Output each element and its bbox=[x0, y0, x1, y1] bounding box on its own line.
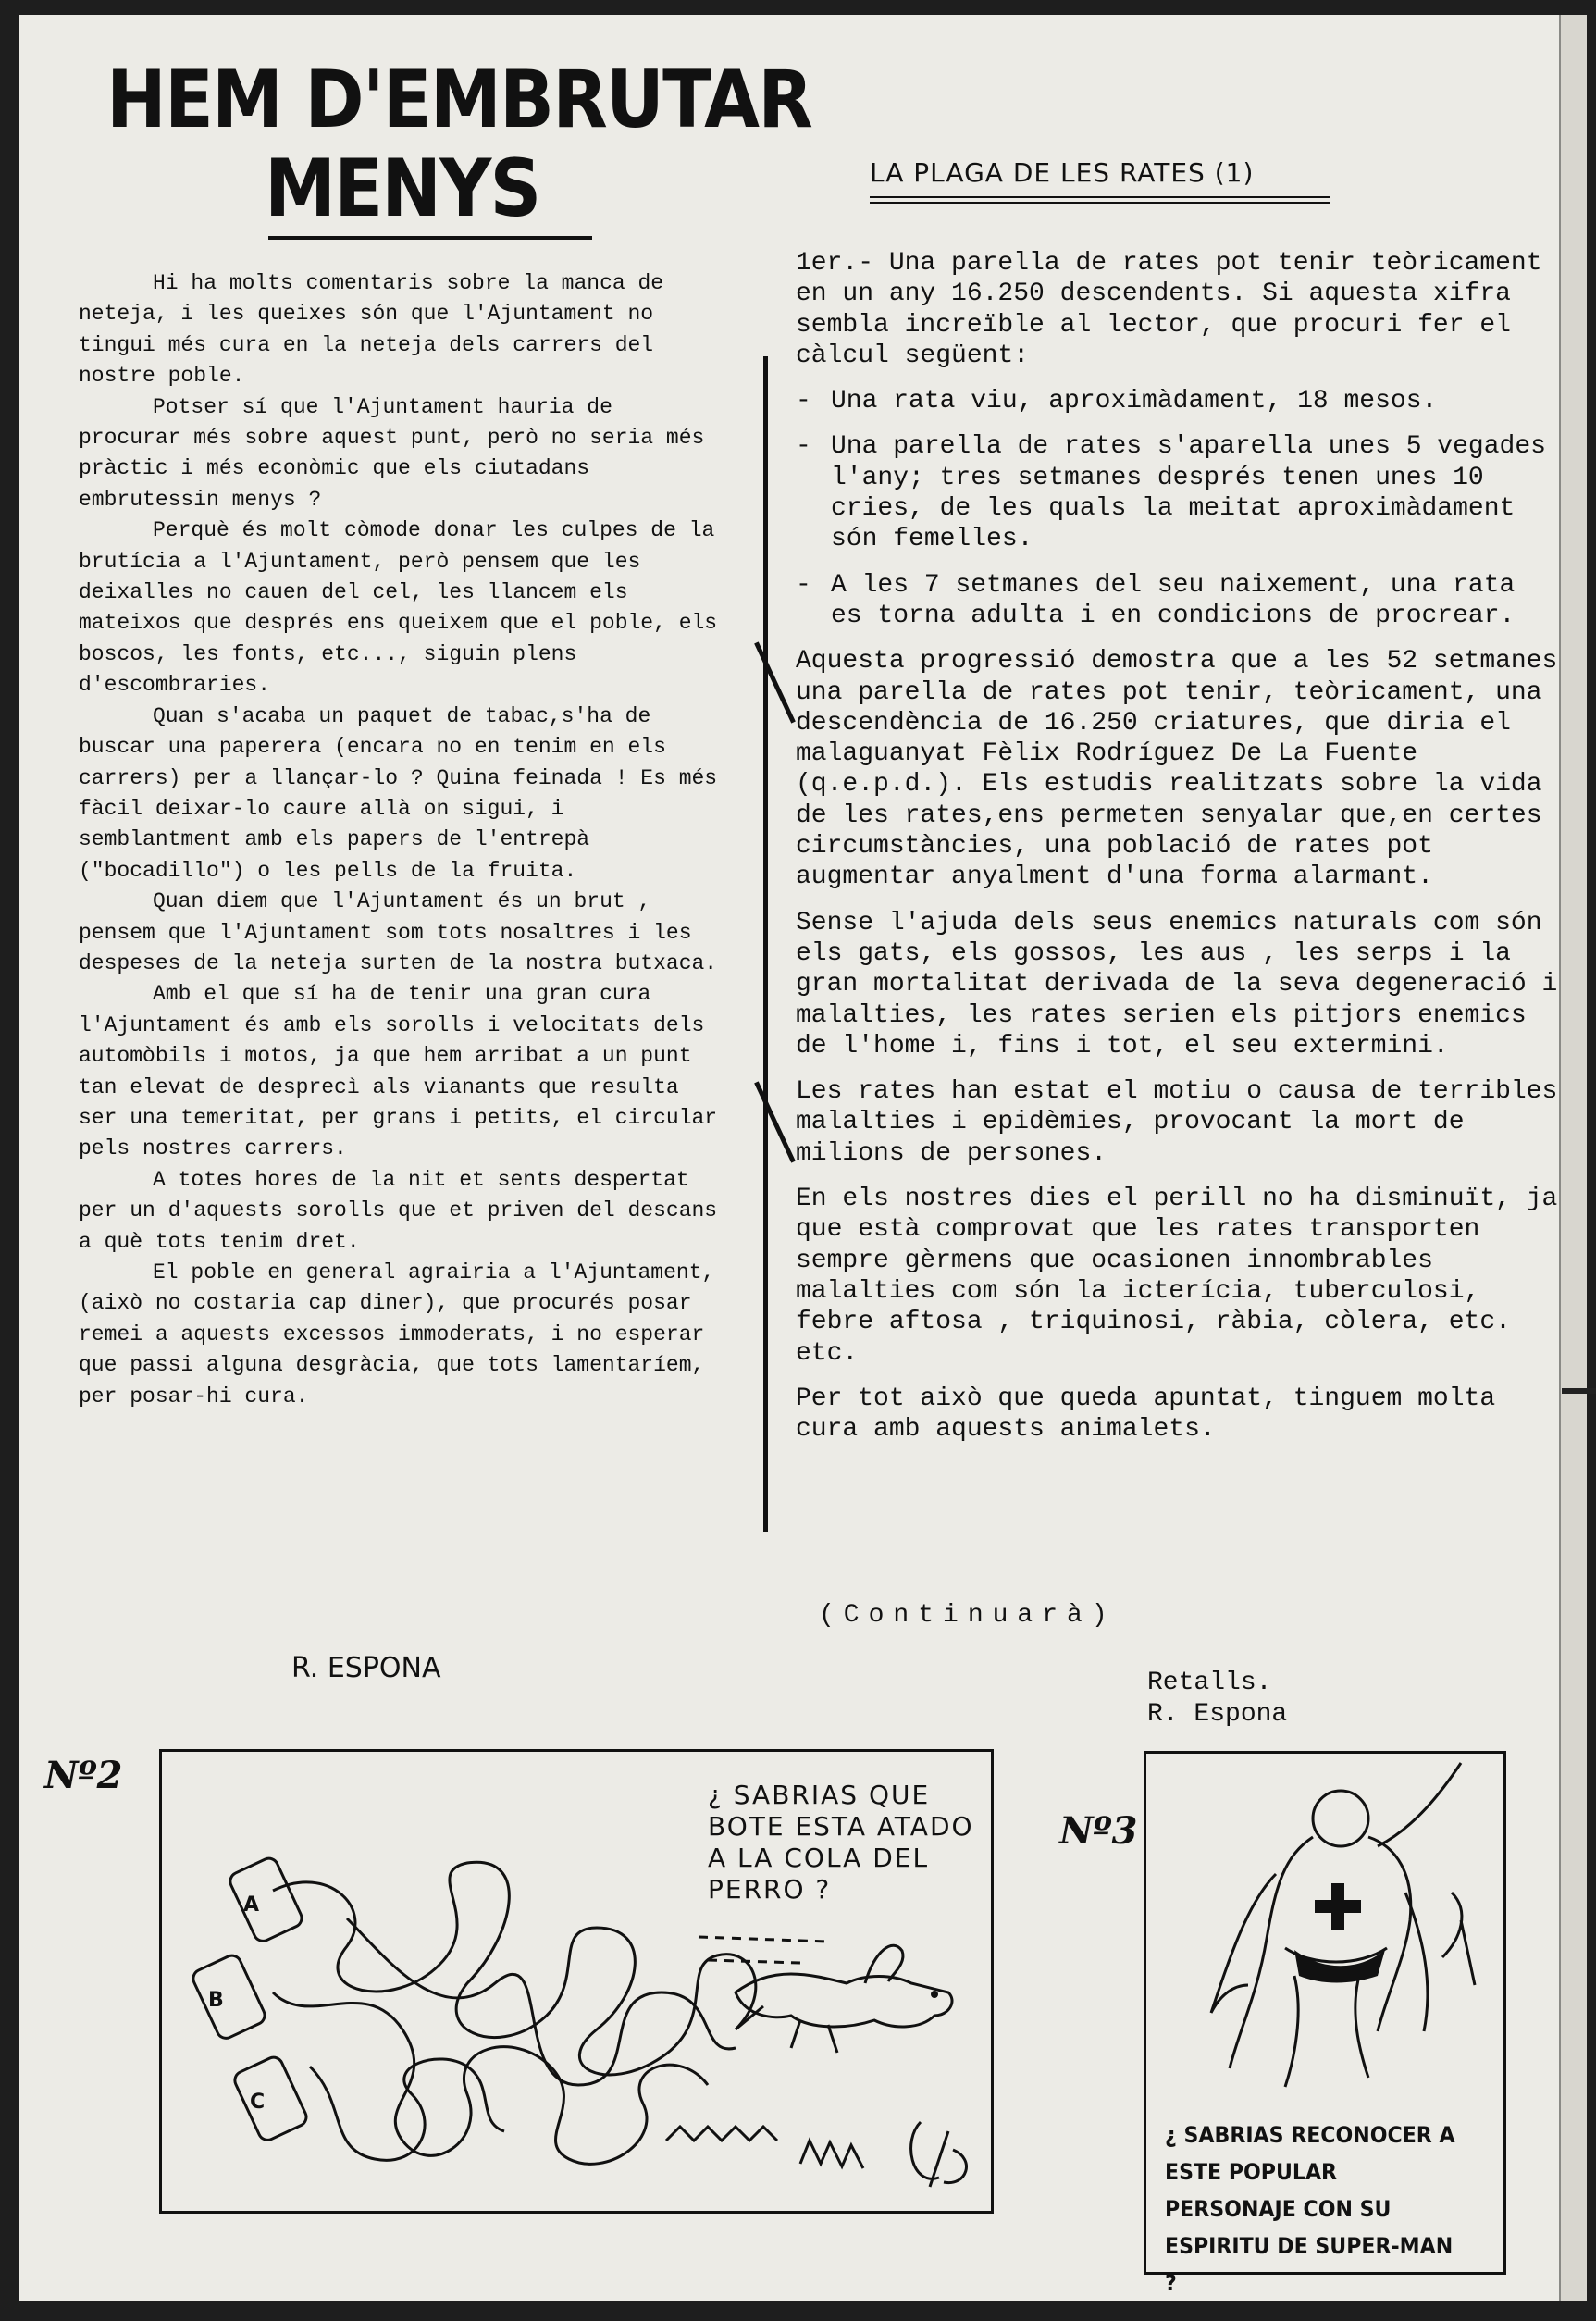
title-rule bbox=[870, 196, 1330, 198]
right-paragraph: Sense l'ajuda dels seus enemics naturals com són els gats, els gossos, les aus , les serps i la gran mortalitat derivada de la seva degeneració i malalties, les rates serien els pitjors enemics de l'home i, fins i tot, el seu extermini. bbox=[796, 908, 1558, 1061]
right-paragraph: Les rates han estat el motiu o causa de terribles malalties i epidèmies, provocant la mort de milions de persones. bbox=[796, 1077, 1558, 1168]
cartoon-3-caption: ¿ SABRIAS RECONOCER A ESTE POPULAR PERSONAJE CON SU ESPIRITU DE SUPER-MAN ? bbox=[1165, 2122, 1455, 2296]
column-divider bbox=[763, 356, 768, 1532]
right-article-body bbox=[796, 248, 1559, 1459]
edge-mark bbox=[1562, 1388, 1596, 1394]
left-paragraph: A totes hores de la nit et sents despertat per un d'aquests sorolls que et priven del descans a què tots tenim dret. bbox=[79, 1167, 718, 1254]
right-paragraph: Aquesta progressió demostra que a les 52 setmanes una parella de rates pot tenir, teòricament, una descendència de 16.250 criatures, que diria el malaguanyat Fèlix Rodríguez De La Fuente (q.e.p.d.). Els estudis realitzats sobre la vida de les rates,ens permeten senyalar que,en certes circumstàncies, una població de rates pot augmentar anyalment d'una forma alarmant. bbox=[796, 647, 1558, 892]
left-article-signature: R. ESPONA bbox=[291, 1652, 441, 1684]
superhero-drawing bbox=[1146, 1754, 1503, 2115]
right-paragraph: Per tot això que queda apuntat, tinguem molta cura amb aquests animalets. bbox=[796, 1384, 1496, 1445]
can-c-label: C bbox=[250, 2091, 266, 2114]
next-page-edge bbox=[1559, 15, 1587, 2301]
list-item: - Una rata viu, aproximàdament, 18 mesos. bbox=[796, 387, 1438, 416]
can-a-label: A bbox=[243, 1893, 260, 1917]
left-article-body bbox=[79, 268, 726, 1412]
right-intro: 1er.- Una parella de rates pot tenir teòricament en un any 16.250 descendents. Si aquesta xifra sembla increïble al lector, que procuri fer el càlcul següent: bbox=[796, 249, 1542, 370]
cartoon-3-frame bbox=[1144, 1751, 1506, 2296]
list-item: - A les 7 setmanes del seu naixement, una rata es torna adulta i en condicions de procrear. bbox=[796, 570, 1516, 630]
left-paragraph: Quan s'acaba un paquet de tabac,s'ha de buscar una paperera (encara no en tenim en els carrers) per a llançar-lo ? Quina feinada ! Es més fàcil deixar-lo caure allà on sigui, i semblantment amb els papers de l'entrepà ("bocadillo") o les pells de la fruita. bbox=[79, 703, 718, 883]
title-rule bbox=[870, 202, 1330, 204]
title-underline bbox=[268, 236, 592, 240]
cartoon-2-number: Nº2 bbox=[44, 1754, 123, 1797]
title-line-1: HEM D'EMBRUTAR bbox=[106, 54, 811, 146]
left-paragraph: Quan diem que l'Ajuntament és un brut , pensem que l'Ajuntament som tots nosaltres i les despeses de la neteja surten de la nostra butxaca. bbox=[79, 889, 718, 975]
credit-line: R. Espona bbox=[1147, 1700, 1288, 1729]
cartoon-2-frame bbox=[159, 1749, 994, 2214]
continued-note: (Continuarà) bbox=[819, 1601, 1117, 1630]
right-article-credit bbox=[1147, 1668, 1287, 1731]
left-paragraph: El poble en general agrairia a l'Ajuntament,(això no costaria cap diner), que procurés posar remei a aquests excessos immoderats, i no esperar que passi alguna desgràcia, que tots lamentaríem, per posar-hi cura. bbox=[79, 1260, 715, 1409]
can-b-label: B bbox=[208, 1989, 224, 2012]
credit-line: Retalls. bbox=[1147, 1669, 1272, 1697]
left-paragraph: Perquè és molt còmode donar les culpes de la brutícia a l'Ajuntament, però pensem que les deixalles no cauen del cel, les llancem els mateixos que després ens queixem que el poble, els boscos, les fonts, etc..., siguin plens d'escombraries. bbox=[79, 518, 718, 698]
left-paragraph: Hi ha molts comentaris sobre la manca de neteja, i les queixes són que l'Ajuntament no tingui més cura en la neteja dels carrers del nostre poble. bbox=[79, 271, 664, 389]
right-paragraph: En els nostres dies el perill no ha disminuït, ja que està comprovat que les rates transporten sempre gèrmens que ocasionen innombrables malalties com són la icterícia, tuberculosi, febre aftosa , triquinosi, ràbia, còlera, etc. etc. bbox=[796, 1185, 1558, 1368]
list-item: - Una parella de rates s'aparella unes 5 vegades l'any; tres setmanes després tenen unes 10 cries, de les quals la meitat aproximàdament són femelles. bbox=[796, 432, 1546, 554]
cartoon-3-number: Nº3 bbox=[1059, 1809, 1138, 1853]
right-article-title: LA PLAGA DE LES RATES (1) bbox=[870, 157, 1255, 188]
title-line-2: MENYS bbox=[265, 143, 540, 235]
left-paragraph: Amb el que sí ha de tenir una gran cura l'Ajuntament és amb els sorolls i velocitats dels automòbils i motos, ja que hem arribat a un punt tan elevat de desprecì als vianants que resulta ser una temeritat, per grans i petits, el circular pels nostres carrers. bbox=[79, 982, 718, 1161]
cartoon-2-caption: ¿ SABRIAS QUE BOTE ESTA ATADO A LA COLA DEL PERRO ? bbox=[708, 1780, 974, 1905]
left-article-title bbox=[106, 56, 811, 233]
left-paragraph: Potser sí que l'Ajuntament hauria de procurar més sobre aquest punt, però no seria més pràctic i més econòmic que els ciutadans embrutessin menys ? bbox=[79, 394, 705, 512]
